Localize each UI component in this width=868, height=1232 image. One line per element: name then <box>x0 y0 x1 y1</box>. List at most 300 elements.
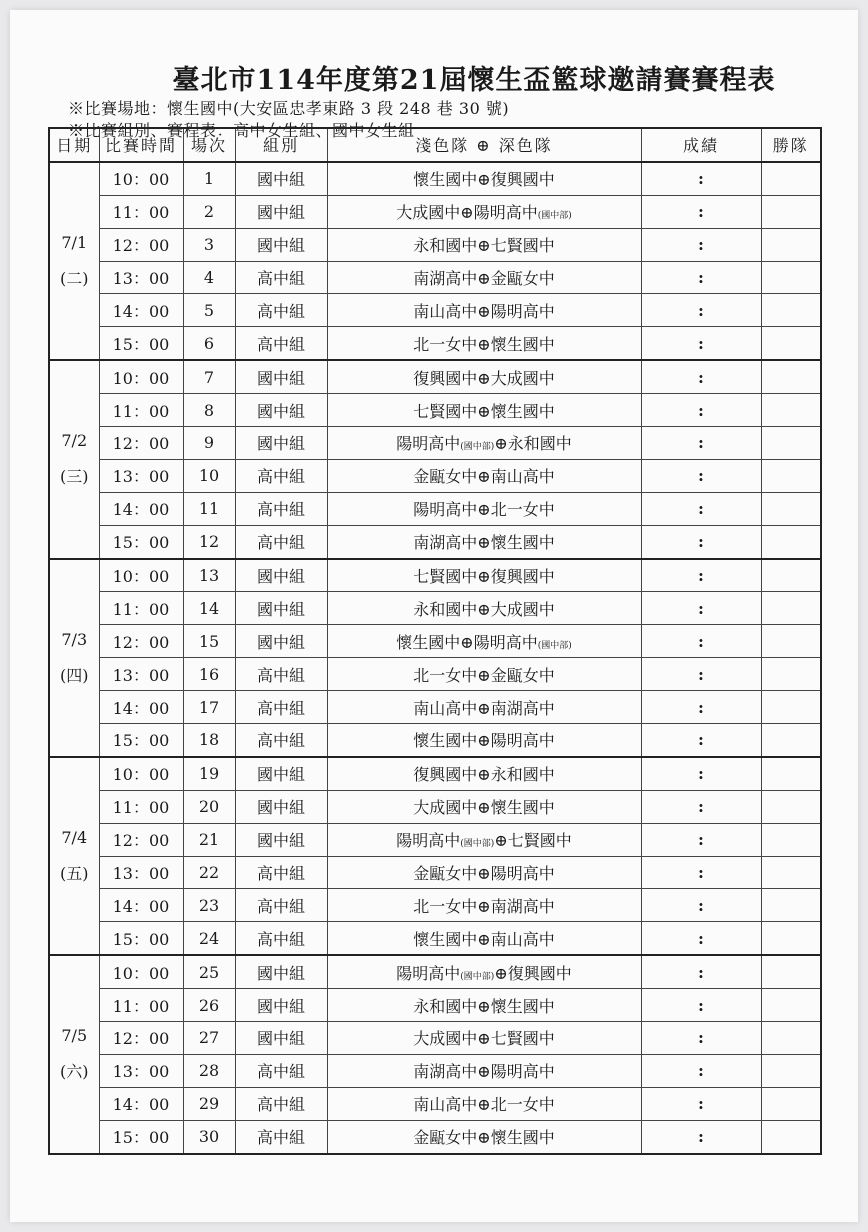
date-label: 7/1 <box>61 233 88 253</box>
table-row <box>49 989 821 1022</box>
time-cell: 10：00 <box>99 757 183 790</box>
header-time: 比賽時間 <box>99 128 183 162</box>
table-row <box>49 327 821 360</box>
winner-cell <box>761 195 821 228</box>
score-cell: : <box>641 1022 761 1055</box>
light-team: 懷生國中 <box>413 170 478 190</box>
time-cell: 13：00 <box>99 856 183 889</box>
teams-cell <box>327 691 641 724</box>
table-row <box>49 1054 821 1087</box>
group-cell: 高中組 <box>235 724 327 757</box>
winner-cell <box>761 922 821 955</box>
game-no-cell: 18 <box>183 724 235 757</box>
versus-symbol: ⊕ <box>477 368 491 388</box>
score-cell: : <box>641 559 761 592</box>
dark-team: 復興國中 <box>507 963 572 983</box>
teams-cell <box>327 525 641 558</box>
winner-cell <box>761 592 821 625</box>
dark-team: 懷生國中 <box>490 401 555 421</box>
winner-cell <box>761 856 821 889</box>
winner-cell <box>761 327 821 360</box>
game-no-cell: 12 <box>183 525 235 558</box>
versus-symbol: ⊕ <box>477 665 491 685</box>
group-cell: 高中組 <box>235 889 327 922</box>
game-no-cell: 28 <box>183 1054 235 1087</box>
light-team: 懷生國中 <box>413 731 478 751</box>
light-team: 南湖高中 <box>413 1062 478 1082</box>
date-label: 7/3 <box>61 629 88 649</box>
time-cell: 13：00 <box>99 1054 183 1087</box>
game-no-cell: 17 <box>183 691 235 724</box>
weekday-label: (四) <box>60 665 89 685</box>
group-cell: 國中組 <box>235 427 327 460</box>
light-team: 大成國中 <box>413 1029 478 1049</box>
light-team: 南湖高中 <box>413 533 478 553</box>
score-cell: : <box>641 922 761 955</box>
teams-cell <box>327 394 641 427</box>
table-row <box>49 195 821 228</box>
time-cell: 15：00 <box>99 525 183 558</box>
page-title: 臺北市114年度第21屆懷生盃籃球邀請賽賽程表 <box>172 65 776 96</box>
winner-cell <box>761 228 821 261</box>
teams-cell <box>327 823 641 856</box>
versus-symbol: ⊕ <box>477 533 491 553</box>
light-team: 金甌女中 <box>413 1128 478 1148</box>
teams-cell <box>327 1022 641 1055</box>
group-cell: 國中組 <box>235 195 327 228</box>
time-cell: 11：00 <box>99 394 183 427</box>
light-team: 永和國中 <box>413 236 478 256</box>
time-cell: 10：00 <box>99 162 183 195</box>
dark-team: 懷生國中 <box>490 1128 555 1148</box>
time-cell: 14：00 <box>99 294 183 327</box>
header-row <box>49 128 821 162</box>
winner-cell <box>761 162 821 195</box>
winner-cell <box>761 459 821 492</box>
winner-cell <box>761 790 821 823</box>
winner-cell <box>761 559 821 592</box>
header-date: 日期 <box>49 128 99 162</box>
versus-symbol: ⊕ <box>477 731 491 751</box>
group-cell: 高中組 <box>235 1120 327 1153</box>
teams-cell <box>327 1087 641 1120</box>
table-row <box>49 1120 821 1153</box>
versus-symbol: ⊕ <box>477 896 491 916</box>
score-cell: : <box>641 459 761 492</box>
score-cell: : <box>641 823 761 856</box>
dark-team: 南山高中 <box>490 467 555 487</box>
dark-team: 七賢國中 <box>490 236 555 256</box>
light-team: 南山高中 <box>413 698 478 718</box>
game-no-cell: 13 <box>183 559 235 592</box>
score-cell: : <box>641 1054 761 1087</box>
group-cell: 高中組 <box>235 922 327 955</box>
dark-team: 南山高中 <box>490 929 555 949</box>
header-game-no: 場次 <box>183 128 235 162</box>
dark-team: 懷生國中 <box>490 798 555 818</box>
game-no-cell: 4 <box>183 261 235 294</box>
versus-symbol: ⊕ <box>477 401 491 421</box>
light-team: 七賢國中 <box>413 567 478 587</box>
time-cell: 10：00 <box>99 955 183 988</box>
group-cell: 高中組 <box>235 1054 327 1087</box>
teams-cell <box>327 492 641 525</box>
game-no-cell: 22 <box>183 856 235 889</box>
teams-cell <box>327 1120 641 1153</box>
winner-cell <box>761 889 821 922</box>
time-cell: 12：00 <box>99 823 183 856</box>
dark-team: 永和國中 <box>490 765 555 785</box>
group-cell: 國中組 <box>235 823 327 856</box>
game-no-cell: 21 <box>183 823 235 856</box>
dark-team: 陽明高中 <box>473 203 538 223</box>
time-cell: 13：00 <box>99 261 183 294</box>
versus-symbol: ⊕ <box>477 798 491 818</box>
table-row <box>49 261 821 294</box>
score-cell: : <box>641 261 761 294</box>
light-team: 南湖高中 <box>413 269 478 288</box>
dark-team-sub: (國中部) <box>537 211 572 222</box>
table-row <box>49 724 821 757</box>
score-cell: : <box>641 989 761 1022</box>
group-cell: 高中組 <box>235 1087 327 1120</box>
teams-cell <box>327 658 641 691</box>
versus-symbol: ⊕ <box>477 236 491 256</box>
table-row <box>49 592 821 625</box>
teams-cell <box>327 327 641 360</box>
score-cell: : <box>641 790 761 823</box>
time-cell: 14：00 <box>99 691 183 724</box>
game-no-cell: 8 <box>183 394 235 427</box>
header-teams: 淺色隊 ⊕ 深色隊 <box>327 128 641 162</box>
table-row <box>49 162 821 195</box>
teams-cell <box>327 261 641 294</box>
versus-symbol: ⊕ <box>477 1062 491 1082</box>
group-cell: 高中組 <box>235 294 327 327</box>
versus-symbol: ⊕ <box>477 1095 491 1115</box>
group-cell: 國中組 <box>235 360 327 393</box>
winner-cell <box>761 261 821 294</box>
table-row <box>49 1087 821 1120</box>
dark-team: 七賢國中 <box>490 1029 555 1049</box>
table-row <box>49 823 821 856</box>
group-cell: 國中組 <box>235 162 327 195</box>
group-cell: 國中組 <box>235 1022 327 1055</box>
versus-symbol: ⊕ <box>477 996 491 1016</box>
group-cell: 國中組 <box>235 790 327 823</box>
dark-team: 陽明高中 <box>490 731 555 751</box>
winner-cell <box>761 294 821 327</box>
versus-symbol: ⊕ <box>477 698 491 718</box>
teams-cell <box>327 459 641 492</box>
teams-cell <box>327 294 641 327</box>
versus-symbol: ⊕ <box>477 864 491 884</box>
group-cell: 高中組 <box>235 327 327 360</box>
table-row <box>49 856 821 889</box>
group-cell: 高中組 <box>235 525 327 558</box>
time-cell: 14：00 <box>99 1087 183 1120</box>
score-cell: : <box>641 592 761 625</box>
teams-cell <box>327 955 641 988</box>
score-cell: : <box>641 1120 761 1153</box>
game-no-cell: 5 <box>183 294 235 327</box>
date-cell <box>49 559 99 757</box>
game-no-cell: 24 <box>183 922 235 955</box>
game-no-cell: 14 <box>183 592 235 625</box>
versus-symbol: ⊕ <box>477 500 491 520</box>
header-winner: 勝隊 <box>761 128 821 162</box>
table-row <box>49 360 821 393</box>
date-cell <box>49 162 99 360</box>
light-team: 南山高中 <box>413 1095 478 1115</box>
teams-cell <box>327 922 641 955</box>
date-cell <box>49 955 99 1153</box>
time-cell: 11：00 <box>99 592 183 625</box>
group-cell: 高中組 <box>235 856 327 889</box>
date-label: 7/5 <box>61 1026 88 1046</box>
group-cell: 國中組 <box>235 228 327 261</box>
weekday-label: (五) <box>60 864 89 884</box>
time-cell: 11：00 <box>99 790 183 823</box>
light-team: 陽明高中 <box>396 831 461 851</box>
winner-cell <box>761 360 821 393</box>
group-cell: 國中組 <box>235 757 327 790</box>
time-cell: 12：00 <box>99 625 183 658</box>
table-row <box>49 922 821 955</box>
game-no-cell: 6 <box>183 327 235 360</box>
versus-symbol: ⊕ <box>477 765 491 785</box>
light-team: 金甌女中 <box>413 864 478 884</box>
table-row <box>49 955 821 988</box>
weekday-label: (二) <box>60 269 89 289</box>
time-cell: 13：00 <box>99 459 183 492</box>
dark-team: 七賢國中 <box>507 831 572 851</box>
dark-team: 北一女中 <box>490 500 555 520</box>
table-row <box>49 294 821 327</box>
table-row <box>49 889 821 922</box>
versus-symbol: ⊕ <box>477 301 491 321</box>
group-cell: 高中組 <box>235 658 327 691</box>
game-no-cell: 11 <box>183 492 235 525</box>
teams-cell <box>327 162 641 195</box>
winner-cell <box>761 492 821 525</box>
versus-symbol: ⊕ <box>477 599 491 619</box>
winner-cell <box>761 1054 821 1087</box>
table-row <box>49 492 821 525</box>
dark-team: 南湖高中 <box>490 698 555 718</box>
light-team-sub: (國中部) <box>460 442 495 453</box>
score-cell: : <box>641 294 761 327</box>
teams-cell <box>327 1054 641 1087</box>
score-cell: : <box>641 195 761 228</box>
group-cell: 國中組 <box>235 989 327 1022</box>
game-no-cell: 25 <box>183 955 235 988</box>
game-no-cell: 16 <box>183 658 235 691</box>
teams-cell <box>327 427 641 460</box>
versus-symbol: ⊕ <box>494 831 508 851</box>
dark-team: 陽明高中 <box>490 864 555 884</box>
light-team: 陽明高中 <box>413 500 478 520</box>
venue-note: ※比賽場地：懷生國中(大安區忠孝東路 3 段 248 巷 30 號) <box>68 99 510 118</box>
game-no-cell: 9 <box>183 427 235 460</box>
dark-team: 大成國中 <box>490 599 555 619</box>
score-cell: : <box>641 525 761 558</box>
versus-symbol: ⊕ <box>477 170 491 190</box>
date-label: 7/4 <box>61 828 88 848</box>
date-cell <box>49 757 99 955</box>
group-cell: 國中組 <box>235 592 327 625</box>
group-cell: 高中組 <box>235 459 327 492</box>
winner-cell <box>761 989 821 1022</box>
light-team-sub: (國中部) <box>460 839 495 850</box>
teams-cell <box>327 559 641 592</box>
game-no-cell: 20 <box>183 790 235 823</box>
light-team: 大成國中 <box>396 203 461 223</box>
dark-team: 金甌女中 <box>490 269 555 288</box>
teams-cell <box>327 757 641 790</box>
table-row <box>49 525 821 558</box>
versus-symbol: ⊕ <box>477 1029 491 1049</box>
game-no-cell: 29 <box>183 1087 235 1120</box>
score-cell: : <box>641 394 761 427</box>
time-cell: 15：00 <box>99 327 183 360</box>
versus-symbol: ⊕ <box>477 1128 491 1148</box>
dark-team: 懷生國中 <box>490 996 555 1016</box>
versus-symbol: ⊕ <box>494 963 508 983</box>
light-team: 懷生國中 <box>413 929 478 949</box>
light-team-sub: (國中部) <box>460 971 495 982</box>
table-row <box>49 427 821 460</box>
group-note: ※比賽組別、賽程表：高中女生組、國中女生組 <box>68 121 415 140</box>
table-row <box>49 625 821 658</box>
versus-symbol: ⊕ <box>460 632 474 652</box>
time-cell: 12：00 <box>99 228 183 261</box>
time-cell: 14：00 <box>99 889 183 922</box>
dark-team: 復興國中 <box>490 567 555 587</box>
score-cell: : <box>641 327 761 360</box>
group-cell: 國中組 <box>235 559 327 592</box>
score-cell: : <box>641 360 761 393</box>
group-cell: 國中組 <box>235 394 327 427</box>
light-team: 懷生國中 <box>396 632 461 652</box>
time-cell: 10：00 <box>99 559 183 592</box>
score-cell: : <box>641 1087 761 1120</box>
game-no-cell: 23 <box>183 889 235 922</box>
dark-team-sub: (國中部) <box>537 640 572 651</box>
weekday-label: (三) <box>60 467 89 487</box>
table-row <box>49 228 821 261</box>
date-label: 7/2 <box>61 431 88 451</box>
dark-team: 北一女中 <box>490 1095 555 1115</box>
score-cell: : <box>641 955 761 988</box>
dark-team: 金甌女中 <box>490 665 555 685</box>
header-group: 組別 <box>235 128 327 162</box>
game-no-cell: 15 <box>183 625 235 658</box>
time-cell: 11：00 <box>99 989 183 1022</box>
teams-cell <box>327 856 641 889</box>
teams-cell <box>327 195 641 228</box>
table-row <box>49 790 821 823</box>
time-cell: 15：00 <box>99 724 183 757</box>
score-cell: : <box>641 724 761 757</box>
game-no-cell: 7 <box>183 360 235 393</box>
winner-cell <box>761 1022 821 1055</box>
game-no-cell: 27 <box>183 1022 235 1055</box>
versus-symbol: ⊕ <box>494 434 508 454</box>
time-cell: 11：00 <box>99 195 183 228</box>
date-cell <box>49 360 99 558</box>
time-cell: 13：00 <box>99 658 183 691</box>
versus-symbol: ⊕ <box>477 567 491 587</box>
group-cell: 國中組 <box>235 625 327 658</box>
dark-team: 復興國中 <box>490 170 555 190</box>
game-no-cell: 10 <box>183 459 235 492</box>
score-cell: : <box>641 691 761 724</box>
light-team: 北一女中 <box>413 334 478 354</box>
table-row <box>49 691 821 724</box>
teams-cell <box>327 989 641 1022</box>
time-cell: 10：00 <box>99 360 183 393</box>
dark-team: 南湖高中 <box>490 896 555 916</box>
dark-team: 懷生國中 <box>490 533 555 553</box>
game-no-cell: 2 <box>183 195 235 228</box>
light-team: 永和國中 <box>413 996 478 1016</box>
winner-cell <box>761 658 821 691</box>
winner-cell <box>761 1120 821 1153</box>
table-row <box>49 658 821 691</box>
game-no-cell: 3 <box>183 228 235 261</box>
game-no-cell: 26 <box>183 989 235 1022</box>
versus-symbol: ⊕ <box>477 929 491 949</box>
schedule-body <box>49 162 821 1154</box>
winner-cell <box>761 394 821 427</box>
teams-cell <box>327 228 641 261</box>
game-no-cell: 30 <box>183 1120 235 1153</box>
light-team: 南山高中 <box>413 301 478 321</box>
time-cell: 12：00 <box>99 1022 183 1055</box>
light-team: 陽明高中 <box>396 434 461 454</box>
teams-cell <box>327 625 641 658</box>
score-cell: : <box>641 658 761 691</box>
winner-cell <box>761 1087 821 1120</box>
score-cell: : <box>641 427 761 460</box>
table-row <box>49 459 821 492</box>
group-cell: 高中組 <box>235 261 327 294</box>
game-no-cell: 19 <box>183 757 235 790</box>
teams-cell <box>327 592 641 625</box>
schedule-table <box>48 127 822 1155</box>
dark-team: 大成國中 <box>490 368 555 388</box>
teams-cell <box>327 889 641 922</box>
group-cell: 國中組 <box>235 955 327 988</box>
score-cell: : <box>641 625 761 658</box>
score-cell: : <box>641 889 761 922</box>
time-cell: 15：00 <box>99 922 183 955</box>
header-score: 成績 <box>641 128 761 162</box>
light-team: 七賢國中 <box>413 401 478 421</box>
time-cell: 12：00 <box>99 427 183 460</box>
time-cell: 14：00 <box>99 492 183 525</box>
winner-cell <box>761 955 821 988</box>
winner-cell <box>761 427 821 460</box>
dark-team: 永和國中 <box>507 434 572 454</box>
dark-team: 懷生國中 <box>490 334 555 354</box>
score-cell: : <box>641 162 761 195</box>
light-team: 大成國中 <box>413 798 478 818</box>
score-cell: : <box>641 757 761 790</box>
table-row <box>49 559 821 592</box>
versus-symbol: ⊕ <box>477 467 491 487</box>
